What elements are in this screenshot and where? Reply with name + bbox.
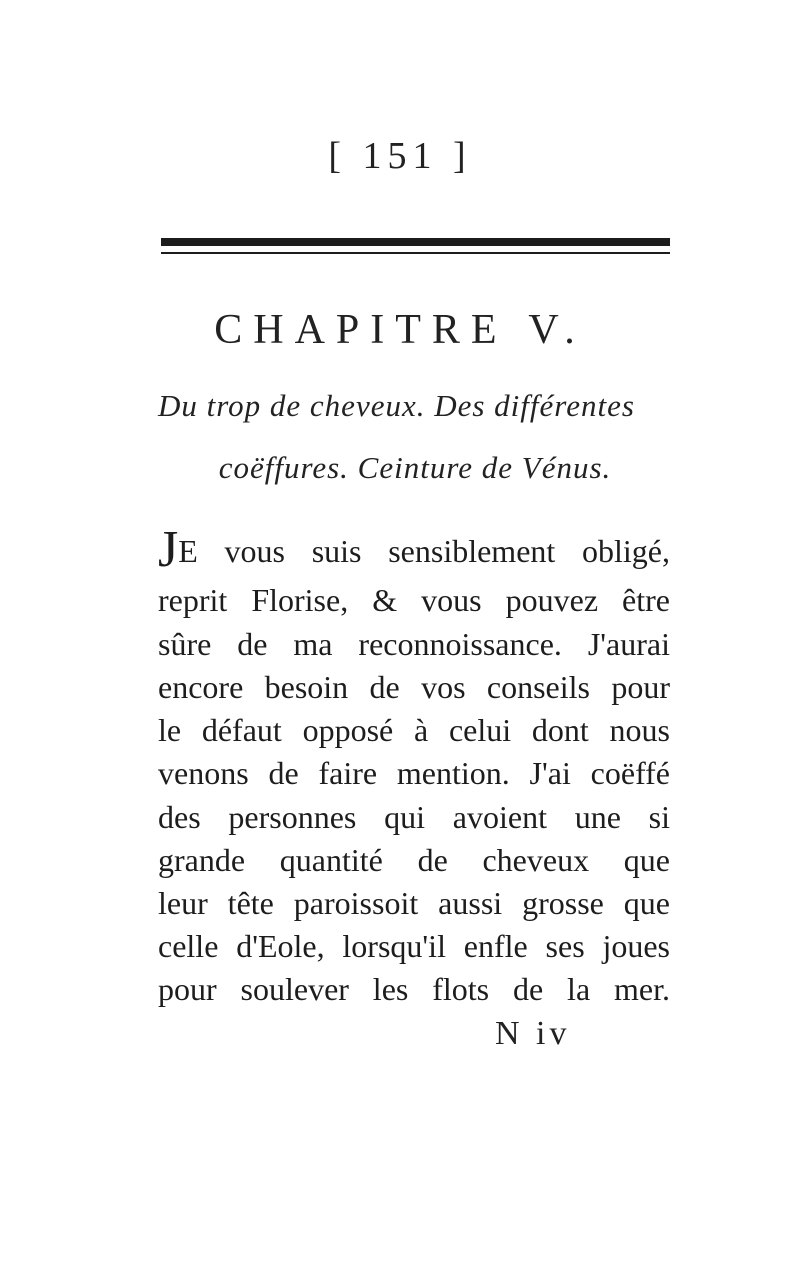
first-line-text: E vous suis sensiblement obligé, (178, 533, 670, 569)
body-line-2: reprit Florise, & vous pouvez être (158, 582, 670, 618)
signature-mark: N iv (495, 1015, 571, 1052)
body-line-3: sûre de ma reconnoissance. J'aurai (158, 626, 670, 662)
chapter-subtitle-line-1: Du trop de cheveux. Des différentes (158, 388, 635, 423)
body-line-8: grande quantité de cheveux que (158, 842, 670, 878)
thin-rule (161, 252, 670, 254)
header-rule (161, 238, 670, 254)
body-line-7: des personnes qui avoient une si (158, 799, 670, 835)
drop-cap: J (158, 521, 179, 578)
body-line-6: venons de faire mention. J'ai coëffé (158, 755, 670, 791)
body-line-11: pour soulever les flots de la mer. (158, 971, 670, 1007)
body-line-9: leur tête paroissoit aussi grosse que (158, 885, 670, 921)
body-line-1 (158, 521, 670, 578)
body-line-10: celle d'Eole, lorsqu'il enfle ses joues (158, 928, 670, 964)
page-number: [ 151 ] (328, 135, 472, 177)
thick-rule (161, 238, 670, 246)
chapter-title: CHAPITRE V. (214, 307, 586, 353)
chapter-subtitle-line-2: coëffures. Ceinture de Vénus. (218, 450, 612, 485)
body-line-5: le défaut opposé à celui dont nous (158, 712, 670, 748)
body-line-4: encore besoin de vos conseils pour (158, 669, 670, 705)
